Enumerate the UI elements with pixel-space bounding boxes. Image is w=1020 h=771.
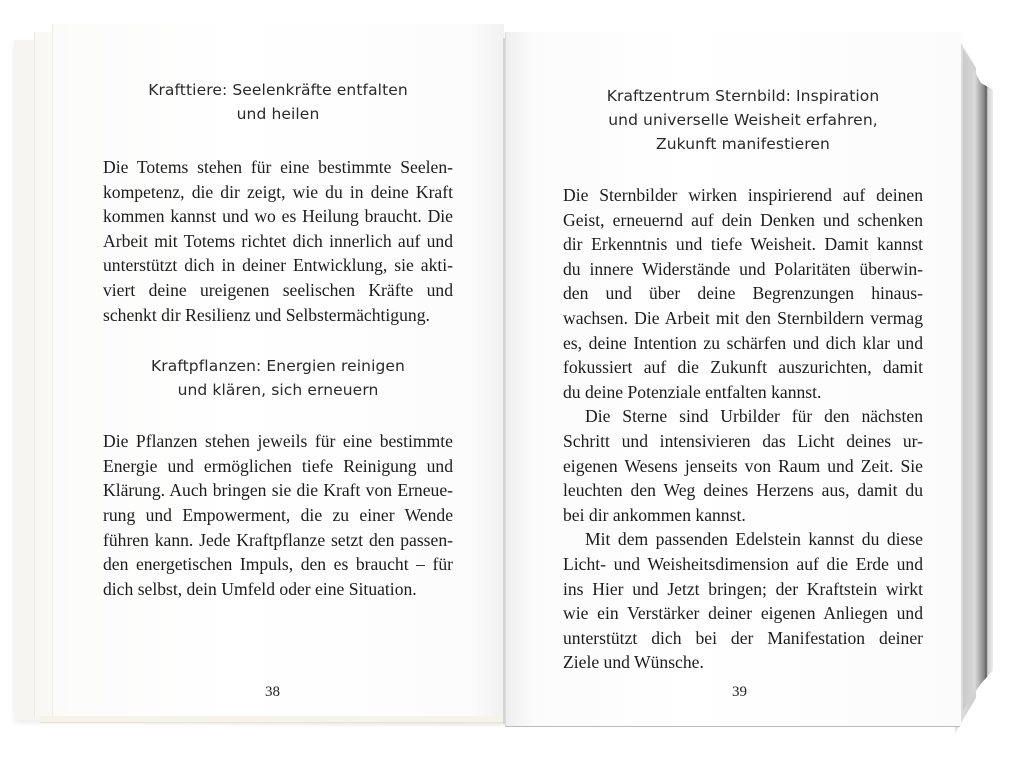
text-line: rung und Empowerment, die zu einer Wende bbox=[103, 504, 453, 525]
heading-line: Krafttiere: Seelenkräfte entfalten bbox=[148, 81, 408, 99]
left-page-content bbox=[103, 78, 453, 601]
text-line: Die Sternbilder wirken inspirierend auf deinen bbox=[563, 185, 923, 205]
section-heading-krafttiere bbox=[103, 78, 453, 126]
text-line: Mit dem passenden Edelstein kannst du diese bbox=[585, 529, 923, 550]
heading-line: und universelle Weisheit erfahren, bbox=[608, 111, 878, 129]
heading-line: Kraftzentrum Sternbild: Inspiration bbox=[606, 87, 880, 105]
text-line: Klärung. Auch bringen sie die Kraft von Erneue- bbox=[103, 480, 453, 501]
text-line: dich selbst, dein Umfeld oder eine Situation. bbox=[103, 578, 417, 599]
section-heading-kraftpflanzen bbox=[103, 354, 453, 402]
text-line: Energie und ermöglichen tiefe Reinigung und bbox=[103, 455, 453, 476]
text-line: unterstützt dich in deiner Entwicklung, sie akti- bbox=[103, 255, 453, 276]
page-number-left: 38 bbox=[265, 684, 280, 700]
text-line: führen kann. Jede Kraftpflanze setzt den passen- bbox=[103, 529, 453, 550]
paragraph-kraftpflanzen bbox=[103, 429, 453, 601]
text-line: den und über deine Begrenzungen hinaus- bbox=[563, 283, 923, 304]
text-line: Schritt und intensivieren das Licht deines ur- bbox=[563, 430, 923, 451]
text-line: du deine Potenziale entfalten kannst. bbox=[563, 381, 822, 402]
text-line: unterstützt dich bei der Manifestation deiner bbox=[563, 627, 923, 648]
text-line: Arbeit mit Totems richtet dich innerlich auf und bbox=[103, 230, 453, 251]
heading-line: und heilen bbox=[236, 105, 320, 123]
heading-line: Zukunft manifestieren bbox=[656, 135, 830, 153]
text-line: schenkt dir Resilienz und Selbstermächtigung. bbox=[103, 304, 430, 325]
text-line: fokussiert auf die Zukunft auszurichten, damit bbox=[563, 357, 923, 378]
paragraph-edelstein bbox=[563, 527, 923, 675]
heading-line: Kraftpflanzen: Energien reinigen bbox=[151, 357, 405, 376]
text-line: Die Sterne sind Urbilder für den nächsten bbox=[585, 406, 923, 427]
paragraph-krafttiere bbox=[103, 155, 453, 327]
left-page-bottom-edge bbox=[40, 716, 505, 723]
paragraph-sterne bbox=[563, 404, 923, 527]
text-line: bei dir ankommen kannst. bbox=[563, 504, 746, 525]
text-line: ins Hier und Jetzt bringen; der Kraftstein wirkt bbox=[563, 578, 923, 599]
section-heading-kraftzentrum-sternbild bbox=[563, 84, 923, 156]
text-line: Die Pflanzen stehen jeweils für eine bestimmte bbox=[103, 431, 453, 452]
back-cover-edge bbox=[963, 50, 993, 710]
text-line: es, deine Intention zu schärfen und dich klar und bbox=[563, 332, 923, 353]
text-line: leuchten den Weg deines Herzens aus, damit du bbox=[563, 480, 923, 501]
text-line: Geist, erneuernd auf dein Denken und schenken bbox=[563, 209, 923, 230]
page-number-right: 39 bbox=[732, 684, 747, 700]
text-line: Die Totems stehen für eine bestimmte Seelen- bbox=[103, 157, 453, 177]
text-line: Ziele und Wünsche. bbox=[563, 652, 704, 673]
right-page-content bbox=[563, 84, 923, 675]
heading-line: und klären, sich erneuern bbox=[177, 381, 379, 400]
text-line: viert deine ureigenen seelischen Kräfte und bbox=[103, 279, 453, 300]
text-line: den energetischen Impuls, den es braucht – für bbox=[103, 554, 453, 575]
text-line: du innere Widerstände und Polaritäten überwin- bbox=[563, 258, 923, 279]
paragraph-sternbilder bbox=[563, 183, 923, 404]
text-line: kompetenz, die dir zeigt, wie du in deine Kraft bbox=[103, 181, 453, 202]
text-line: eigenen Wesens jenseits von Raum und Zeit. Sie bbox=[563, 455, 923, 476]
text-line: wachsen. Die Arbeit mit den Sternbildern vermag bbox=[563, 307, 923, 328]
text-line: wie ein Verstärker deiner eigenen Anliegen und bbox=[563, 603, 923, 624]
text-line: dir Erkenntnis und tiefe Weisheit. Damit kannst bbox=[563, 234, 923, 255]
text-line: Licht- und Weisheitsdimension auf die Erde und bbox=[563, 553, 923, 574]
book-spine-gutter bbox=[503, 38, 505, 724]
text-line: kommen kannst und wo es Heilung braucht. Die bbox=[103, 206, 453, 227]
